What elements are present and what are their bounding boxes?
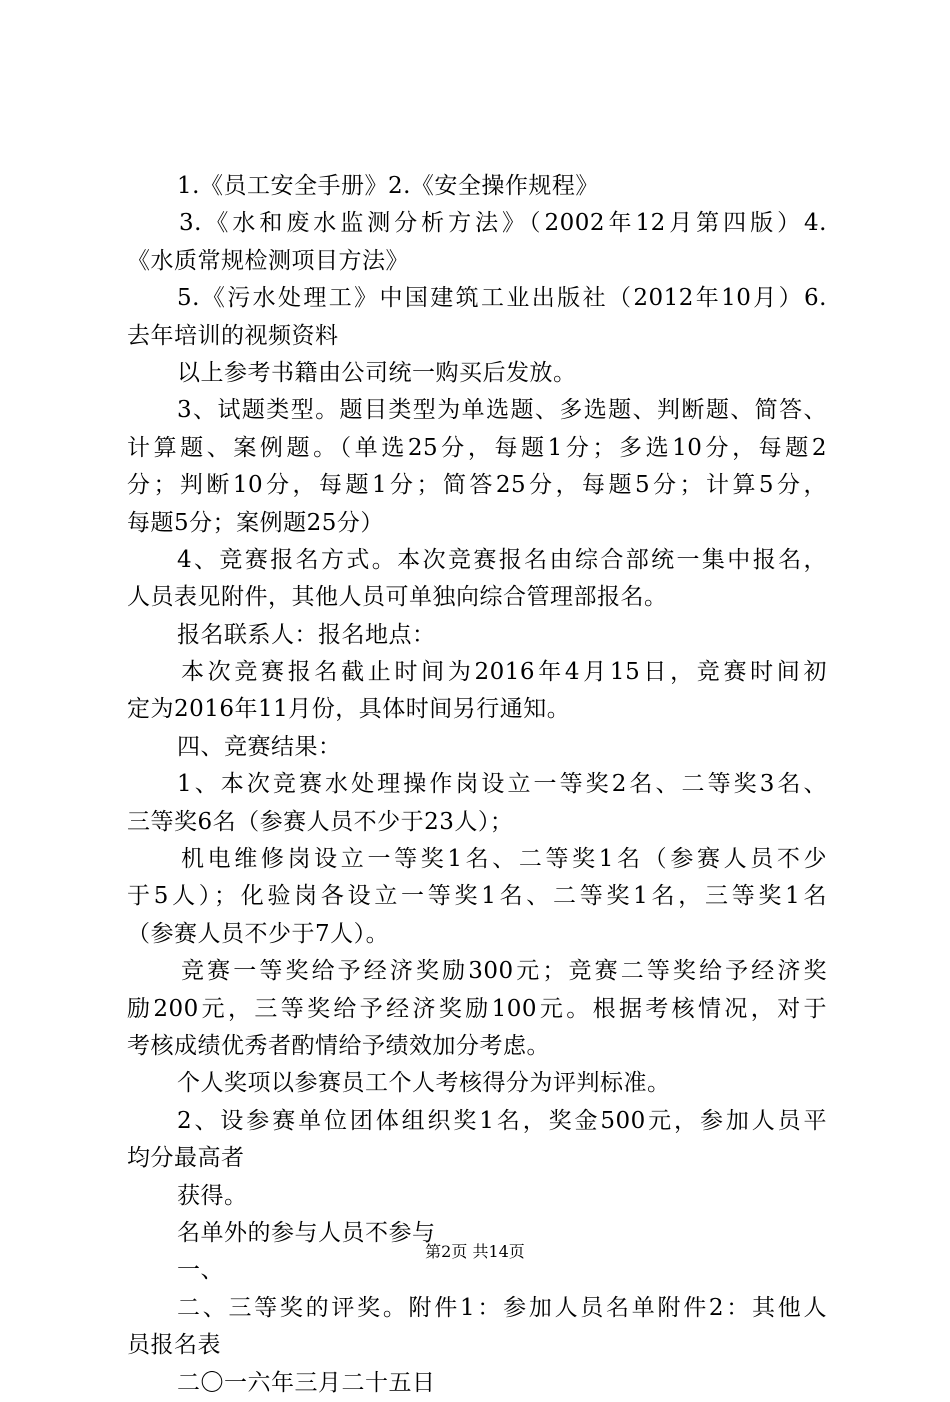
text-line: 三等奖6名（参赛人员不少于23人）；	[127, 808, 514, 835]
text-line: 定为2016年11月份，具体时间另行通知。	[127, 696, 571, 723]
document-body	[127, 168, 827, 1402]
text-line: 机电维修岗设立一等奖1名、二等奖1名（参赛人员不少	[181, 846, 827, 873]
text-line: 报名联系人：报名地点：	[177, 621, 436, 648]
text-line: 2、设参赛单位团体组织奖1名，奖金500元，参加人员平	[177, 1107, 827, 1134]
text-line: （参赛人员不少于7人）。	[127, 920, 390, 947]
text-line: 本次竞赛报名截止时间为2016年4月15日，竞赛时间初	[181, 659, 827, 686]
text-line: 5.《污水处理工》中国建筑工业出版社（2012年10月）6.	[177, 285, 827, 312]
text-line: 二、三等奖的评奖。附件1：参加人员名单附件2：其他人	[177, 1294, 827, 1321]
text-line: 均分最高者	[127, 1145, 245, 1172]
text-line: 励200元，三等奖给予经济奖励100元。根据考核情况，对于	[127, 995, 827, 1022]
page-footer: 第2页 共14页	[425, 1242, 525, 1261]
text-line: 一、	[177, 1257, 224, 1284]
text-line: 3.《水和废水监测分析方法》（2002年12月第四版）4.	[179, 210, 827, 237]
text-line: 于5人）；化验岗各设立一等奖1名、二等奖1名，三等奖1名	[127, 883, 827, 910]
text-line: 四、竞赛结果：	[177, 733, 342, 760]
text-line: 每题5分；案例题25分）	[127, 509, 384, 536]
text-line: 3、试题类型。题目类型为单选题、多选题、判断题、简答、	[177, 397, 827, 424]
text-line: 4、竞赛报名方式。本次竞赛报名由综合部统一集中报名，	[177, 546, 827, 573]
text-line: 竞赛一等奖给予经济奖励300元；竞赛二等奖给予经济奖	[181, 958, 827, 985]
text-line: 1、本次竞赛水处理操作岗设立一等奖2名、二等奖3名、	[177, 771, 827, 798]
text-line: 员报名表	[127, 1332, 221, 1359]
text-line: 分；判断10分，每题1分；简答25分，每题5分；计算5分，	[127, 472, 827, 499]
text-line: 名单外的参与人员不参与	[177, 1219, 436, 1246]
text-line: 以上参考书籍由公司统一购买后发放。	[177, 359, 577, 386]
text-line: 计算题、案例题。（单选25分，每题1分；多选10分，每题2	[127, 434, 827, 461]
text-line: 考核成绩优秀者酌情给予绩效加分考虑。	[127, 1032, 550, 1059]
text-line: 去年培训的视频资料	[127, 322, 339, 349]
text-line: 个人奖项以参赛员工个人考核得分为评判标准。	[177, 1070, 671, 1097]
text-line: 二〇一六年三月二十五日	[177, 1369, 436, 1396]
text-line: 人员表见附件，其他人员可单独向综合管理部报名。	[127, 584, 668, 611]
text-line: 《水质常规检测项目方法》	[127, 247, 409, 274]
text-line: 获得。	[177, 1182, 248, 1209]
text-line: 1.《员工安全手册》2.《安全操作规程》	[177, 173, 599, 199]
